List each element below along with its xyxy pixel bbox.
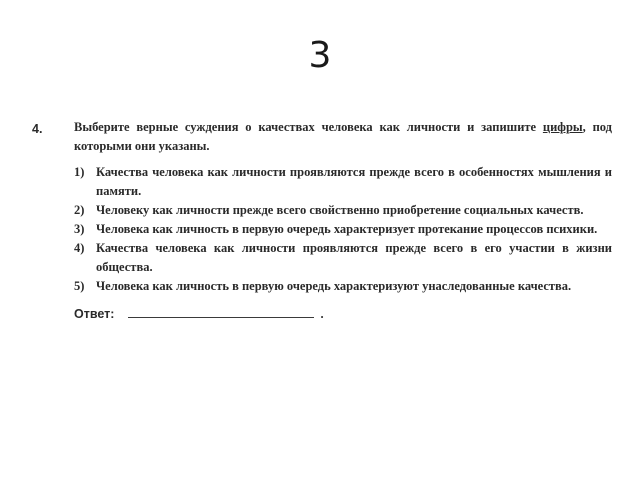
option-text: Человеку как личности прежде всего свойственно приобретение социальных качеств. [96,203,584,217]
task-question [74,118,612,156]
option-3 [74,220,612,239]
options-list [74,163,612,296]
option-number: 4) [74,241,85,255]
option-number: 3) [74,222,85,236]
option-text: Качества человека как личности проявляются прежде всего в его участии в жизни общества. [96,241,612,274]
option-1 [74,163,612,201]
slide-number: 3 [308,35,332,76]
answer-row [74,305,612,324]
option-text: Человека как личность в первую очередь характеризует протекание процессов психики. [96,222,598,236]
answer-label: Ответ: [74,307,115,321]
option-4 [74,239,612,277]
answer-field[interactable] [128,305,314,318]
question-emphasis: цифры [542,120,583,134]
option-text: Человека как личность в первую очередь характеризуют унаследованные качества. [96,279,572,293]
option-2 [74,201,612,220]
option-5 [74,277,612,296]
answer-end-period: . [320,307,324,321]
task-number: 4. [32,122,43,136]
option-text: Качества человека как личности проявляются прежде всего в особенностях мышления и памяти. [96,165,612,198]
task-block [32,118,612,324]
option-number: 5) [74,279,85,293]
option-number: 2) [74,203,85,217]
question-text-end: , под которыми они указаны. [74,120,612,153]
option-number: 1) [74,165,85,179]
question-text-start: Выберите верные суждения о качествах человека как личности и запишите [74,120,543,134]
